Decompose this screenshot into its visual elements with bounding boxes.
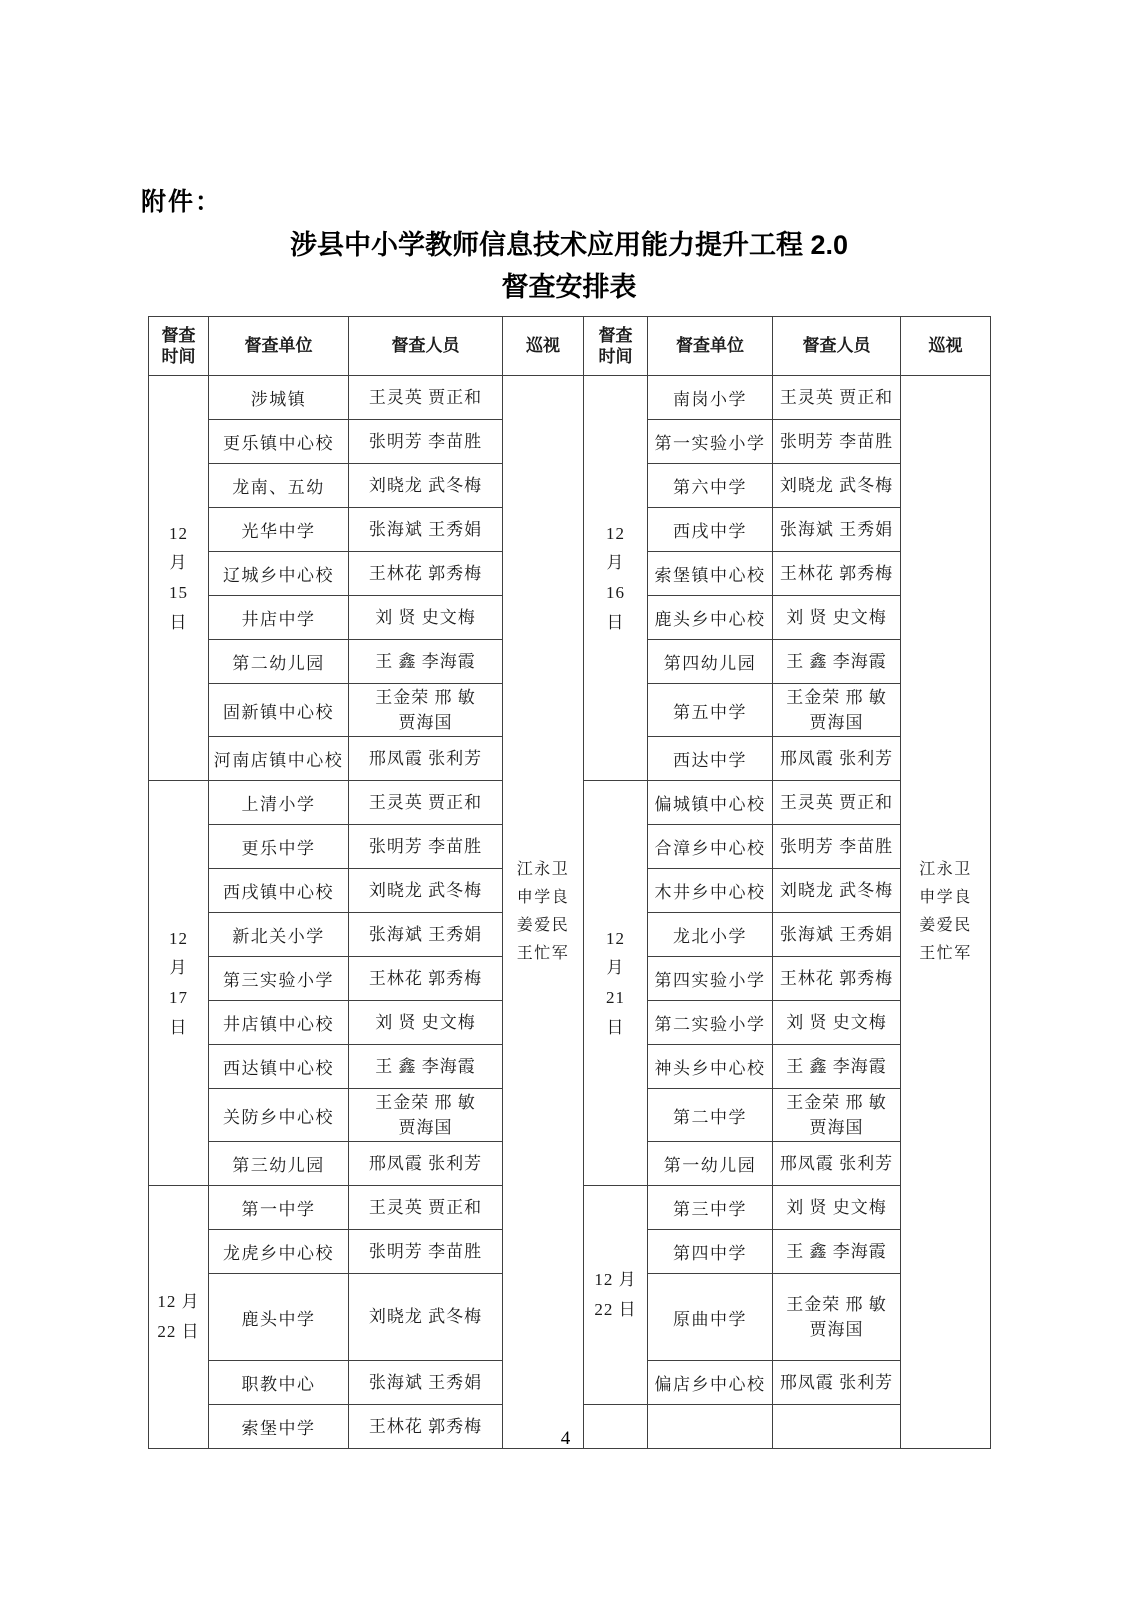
unit-cell-left: 光华中学 bbox=[209, 508, 349, 552]
person-line: 张明芳 李苗胜 bbox=[368, 1241, 483, 1261]
header-time-left-line1: 督查 bbox=[161, 325, 196, 345]
person-line: 王灵英 贾正和 bbox=[368, 1197, 483, 1217]
header-time-left bbox=[149, 317, 209, 376]
person-line: 刘晓龙 武冬梅 bbox=[779, 475, 894, 495]
unit-cell-left: 井店中学 bbox=[209, 596, 349, 640]
unit-cell-left: 索堡中学 bbox=[209, 1405, 349, 1449]
header-time-right bbox=[584, 317, 648, 376]
patrol-name: 王忙军 bbox=[919, 945, 972, 962]
person-line: 王金荣 邢 敏 bbox=[375, 1092, 476, 1112]
date-line: 月 bbox=[169, 553, 188, 573]
person-cell-right bbox=[773, 869, 901, 913]
header-time-left-line2: 时间 bbox=[161, 347, 196, 366]
date-line: 日 bbox=[169, 1017, 188, 1037]
person-cell-right bbox=[773, 552, 901, 596]
person-line: 刘 贤 史文梅 bbox=[786, 607, 887, 627]
person-cell-right bbox=[773, 957, 901, 1001]
unit-cell-right: 鹿头乡中心校 bbox=[648, 596, 773, 640]
person-line: 王 鑫 李海霞 bbox=[375, 651, 476, 671]
person-line: 贾海国 bbox=[398, 713, 453, 732]
person-cell-right bbox=[773, 640, 901, 684]
person-line: 张海斌 王秀娟 bbox=[368, 924, 483, 944]
person-line: 王金荣 邢 敏 bbox=[375, 687, 476, 707]
unit-cell-right: 第二中学 bbox=[648, 1089, 773, 1142]
page-title bbox=[148, 225, 990, 309]
person-line: 王金荣 邢 敏 bbox=[786, 1294, 887, 1314]
date-line: 21 bbox=[606, 988, 625, 1007]
person-cell-left bbox=[349, 1142, 503, 1186]
unit-cell-left: 固新镇中心校 bbox=[209, 684, 349, 737]
person-line: 王灵英 贾正和 bbox=[368, 387, 483, 407]
person-line: 刘晓龙 武冬梅 bbox=[368, 475, 483, 495]
person-line: 贾海国 bbox=[809, 1320, 864, 1339]
title-line-2: 督查安排表 bbox=[501, 271, 637, 302]
person-cell-left bbox=[349, 552, 503, 596]
person-line: 张明芳 李苗胜 bbox=[779, 431, 894, 451]
person-line: 刘晓龙 武冬梅 bbox=[368, 880, 483, 900]
header-patrol-right: 巡视 bbox=[901, 317, 991, 376]
person-cell-right bbox=[773, 737, 901, 781]
unit-cell-left: 更乐中学 bbox=[209, 825, 349, 869]
person-line: 刘 贤 史文梅 bbox=[786, 1197, 887, 1217]
person-cell-right bbox=[773, 825, 901, 869]
person-cell-left bbox=[349, 640, 503, 684]
person-cell-left bbox=[349, 420, 503, 464]
table-header-row bbox=[149, 317, 991, 376]
person-line: 王灵英 贾正和 bbox=[368, 792, 483, 812]
unit-cell-right: 南岗小学 bbox=[648, 376, 773, 420]
person-line: 刘晓龙 武冬梅 bbox=[779, 880, 894, 900]
person-cell-right bbox=[773, 420, 901, 464]
unit-cell-right: 原曲中学 bbox=[648, 1274, 773, 1361]
person-line: 张明芳 李苗胜 bbox=[779, 836, 894, 856]
unit-cell-left: 更乐镇中心校 bbox=[209, 420, 349, 464]
header-unit-left: 督查单位 bbox=[209, 317, 349, 376]
patrol-name: 姜爱民 bbox=[919, 917, 972, 934]
person-cell-left bbox=[349, 1230, 503, 1274]
date-line: 12 月 bbox=[157, 1292, 200, 1312]
person-cell-right bbox=[773, 464, 901, 508]
unit-cell-left: 上清小学 bbox=[209, 781, 349, 825]
date-line: 17 bbox=[169, 988, 188, 1007]
date-line: 日 bbox=[169, 612, 188, 632]
unit-cell-left: 第一中学 bbox=[209, 1186, 349, 1230]
patrol-cell-right bbox=[901, 376, 991, 1449]
unit-cell-right: 木井乡中心校 bbox=[648, 869, 773, 913]
person-cell-left bbox=[349, 1186, 503, 1230]
person-cell-left bbox=[349, 684, 503, 737]
person-line: 王 鑫 李海霞 bbox=[786, 651, 887, 671]
date-line: 月 bbox=[606, 958, 625, 978]
person-line: 张明芳 李苗胜 bbox=[368, 836, 483, 856]
person-cell-right bbox=[773, 781, 901, 825]
person-line: 张海斌 王秀娟 bbox=[368, 519, 483, 539]
person-cell-left bbox=[349, 737, 503, 781]
unit-cell-right: 第五中学 bbox=[648, 684, 773, 737]
person-line: 王灵英 贾正和 bbox=[779, 792, 894, 812]
person-cell-left bbox=[349, 913, 503, 957]
person-cell-right bbox=[773, 376, 901, 420]
date-line: 日 bbox=[606, 612, 625, 632]
header-person-right: 督查人员 bbox=[773, 317, 901, 376]
table-body bbox=[149, 376, 991, 1449]
unit-cell-right: 神头乡中心校 bbox=[648, 1045, 773, 1089]
person-cell-left bbox=[349, 464, 503, 508]
patrol-cell-left bbox=[503, 376, 584, 1449]
date-line: 12 bbox=[606, 523, 625, 543]
person-cell-right bbox=[773, 508, 901, 552]
person-cell-right bbox=[773, 1361, 901, 1405]
person-line: 贾海国 bbox=[809, 713, 864, 732]
person-line: 王金荣 邢 敏 bbox=[786, 687, 887, 707]
date-line: 22 日 bbox=[157, 1322, 200, 1341]
person-cell-left bbox=[349, 825, 503, 869]
unit-cell-right: 第四幼儿园 bbox=[648, 640, 773, 684]
person-cell-left bbox=[349, 508, 503, 552]
person-line: 张海斌 王秀娟 bbox=[368, 1372, 483, 1392]
header-time-right-line2: 时间 bbox=[598, 347, 633, 366]
date-cell-right bbox=[584, 376, 648, 781]
unit-cell-right: 偏城镇中心校 bbox=[648, 781, 773, 825]
unit-cell-left: 第三幼儿园 bbox=[209, 1142, 349, 1186]
unit-cell-right: 第四中学 bbox=[648, 1230, 773, 1274]
header-patrol-left: 巡视 bbox=[503, 317, 584, 376]
person-cell-left bbox=[349, 1361, 503, 1405]
person-cell-right bbox=[773, 913, 901, 957]
person-line: 邢凤霞 张利芳 bbox=[368, 1153, 483, 1173]
person-line: 刘 贤 史文梅 bbox=[786, 1012, 887, 1032]
person-line: 王灵英 贾正和 bbox=[779, 387, 894, 407]
patrol-name: 申学良 bbox=[516, 889, 570, 906]
unit-cell-right: 西戌中学 bbox=[648, 508, 773, 552]
patrol-name: 申学良 bbox=[919, 889, 972, 906]
person-cell-right bbox=[773, 1230, 901, 1274]
date-cell-left bbox=[149, 376, 209, 781]
date-line: 15 bbox=[169, 583, 188, 602]
unit-cell-left: 河南店镇中心校 bbox=[209, 737, 349, 781]
unit-cell-left: 关防乡中心校 bbox=[209, 1089, 349, 1142]
person-line: 张海斌 王秀娟 bbox=[779, 519, 894, 539]
unit-cell-right: 西达中学 bbox=[648, 737, 773, 781]
person-line: 邢凤霞 张利芳 bbox=[368, 748, 483, 768]
date-line: 12 bbox=[606, 928, 625, 948]
person-cell-right bbox=[773, 1001, 901, 1045]
date-line: 12 bbox=[169, 928, 188, 948]
unit-cell-left: 职教中心 bbox=[209, 1361, 349, 1405]
unit-cell-left: 井店镇中心校 bbox=[209, 1001, 349, 1045]
patrol-name: 江永卫 bbox=[919, 861, 972, 878]
date-line: 22 日 bbox=[594, 1300, 637, 1319]
person-line: 邢凤霞 张利芳 bbox=[779, 1372, 894, 1392]
date-cell-left bbox=[149, 781, 209, 1186]
supervision-schedule-table bbox=[148, 316, 991, 1449]
date-line: 16 bbox=[606, 583, 625, 602]
date-line: 12 月 bbox=[594, 1270, 637, 1290]
date-line: 日 bbox=[606, 1017, 625, 1037]
unit-cell-right: 偏店乡中心校 bbox=[648, 1361, 773, 1405]
person-line: 王林花 郭秀梅 bbox=[368, 968, 483, 988]
person-cell-right bbox=[773, 596, 901, 640]
unit-cell-left: 西达镇中心校 bbox=[209, 1045, 349, 1089]
person-cell-right bbox=[773, 684, 901, 737]
date-line: 12 bbox=[169, 523, 188, 543]
person-cell-left bbox=[349, 781, 503, 825]
person-cell-right bbox=[773, 1045, 901, 1089]
person-line: 王林花 郭秀梅 bbox=[368, 563, 483, 583]
unit-cell-left: 龙虎乡中心校 bbox=[209, 1230, 349, 1274]
person-cell-left bbox=[349, 1089, 503, 1142]
header-person-left: 督查人员 bbox=[349, 317, 503, 376]
unit-cell-left: 鹿头中学 bbox=[209, 1274, 349, 1361]
person-line: 贾海国 bbox=[809, 1118, 864, 1137]
page-number: 4 bbox=[560, 1428, 571, 1449]
unit-cell-right: 合漳乡中心校 bbox=[648, 825, 773, 869]
unit-cell-left: 辽城乡中心校 bbox=[209, 552, 349, 596]
date-line: 月 bbox=[606, 553, 625, 573]
unit-cell-right: 第六中学 bbox=[648, 464, 773, 508]
person-line: 邢凤霞 张利芳 bbox=[779, 1153, 894, 1173]
unit-cell-right: 第一幼儿园 bbox=[648, 1142, 773, 1186]
person-line: 王 鑫 李海霞 bbox=[375, 1056, 476, 1076]
date-cell-left bbox=[149, 1186, 209, 1449]
patrol-name: 王忙军 bbox=[516, 945, 570, 962]
person-cell-right bbox=[773, 1186, 901, 1230]
attachment-label: 附件： bbox=[141, 189, 223, 216]
unit-cell-right: 第一实验小学 bbox=[648, 420, 773, 464]
person-cell-right bbox=[773, 1274, 901, 1361]
person-line: 王林花 郭秀梅 bbox=[779, 563, 894, 583]
person-line: 王林花 郭秀梅 bbox=[779, 968, 894, 988]
person-cell-left bbox=[349, 1001, 503, 1045]
unit-cell-right: 第二实验小学 bbox=[648, 1001, 773, 1045]
person-cell-left bbox=[349, 957, 503, 1001]
unit-cell-left: 新北关小学 bbox=[209, 913, 349, 957]
person-line: 刘 贤 史文梅 bbox=[375, 607, 476, 627]
date-line: 月 bbox=[169, 958, 188, 978]
unit-cell-right: 第三中学 bbox=[648, 1186, 773, 1230]
table-row bbox=[149, 376, 991, 420]
person-line: 张海斌 王秀娟 bbox=[779, 924, 894, 944]
person-line: 邢凤霞 张利芳 bbox=[779, 748, 894, 768]
unit-cell-left: 西戌镇中心校 bbox=[209, 869, 349, 913]
header-time-right-line1: 督查 bbox=[598, 325, 633, 345]
unit-cell-left: 第三实验小学 bbox=[209, 957, 349, 1001]
person-line: 贾海国 bbox=[398, 1118, 453, 1137]
date-cell-right bbox=[584, 1186, 648, 1405]
person-line: 刘晓龙 武冬梅 bbox=[368, 1307, 483, 1327]
unit-cell-right: 索堡镇中心校 bbox=[648, 552, 773, 596]
person-line: 王金荣 邢 敏 bbox=[786, 1092, 887, 1112]
unit-cell-right: 龙北小学 bbox=[648, 913, 773, 957]
header-unit-right: 督查单位 bbox=[648, 317, 773, 376]
person-line: 王 鑫 李海霞 bbox=[786, 1241, 887, 1261]
unit-cell-left: 第二幼儿园 bbox=[209, 640, 349, 684]
person-line: 张明芳 李苗胜 bbox=[368, 431, 483, 451]
person-cell-left bbox=[349, 596, 503, 640]
person-line: 王林花 郭秀梅 bbox=[368, 1416, 483, 1436]
person-cell-left bbox=[349, 376, 503, 420]
unit-cell-left: 龙南、五幼 bbox=[209, 464, 349, 508]
date-cell-right bbox=[584, 781, 648, 1186]
title-line-1: 涉县中小学教师信息技术应用能力提升工程 2.0 bbox=[289, 230, 849, 260]
person-cell-left bbox=[349, 1274, 503, 1361]
person-cell-left bbox=[349, 869, 503, 913]
person-line: 王 鑫 李海霞 bbox=[786, 1056, 887, 1076]
unit-cell-right: 第四实验小学 bbox=[648, 957, 773, 1001]
person-cell-left bbox=[349, 1045, 503, 1089]
patrol-name: 姜爱民 bbox=[516, 917, 570, 934]
person-cell-right bbox=[773, 1142, 901, 1186]
unit-cell-left: 涉城镇 bbox=[209, 376, 349, 420]
person-line: 刘 贤 史文梅 bbox=[375, 1012, 476, 1032]
person-cell-right bbox=[773, 1089, 901, 1142]
patrol-name: 江永卫 bbox=[516, 861, 570, 878]
